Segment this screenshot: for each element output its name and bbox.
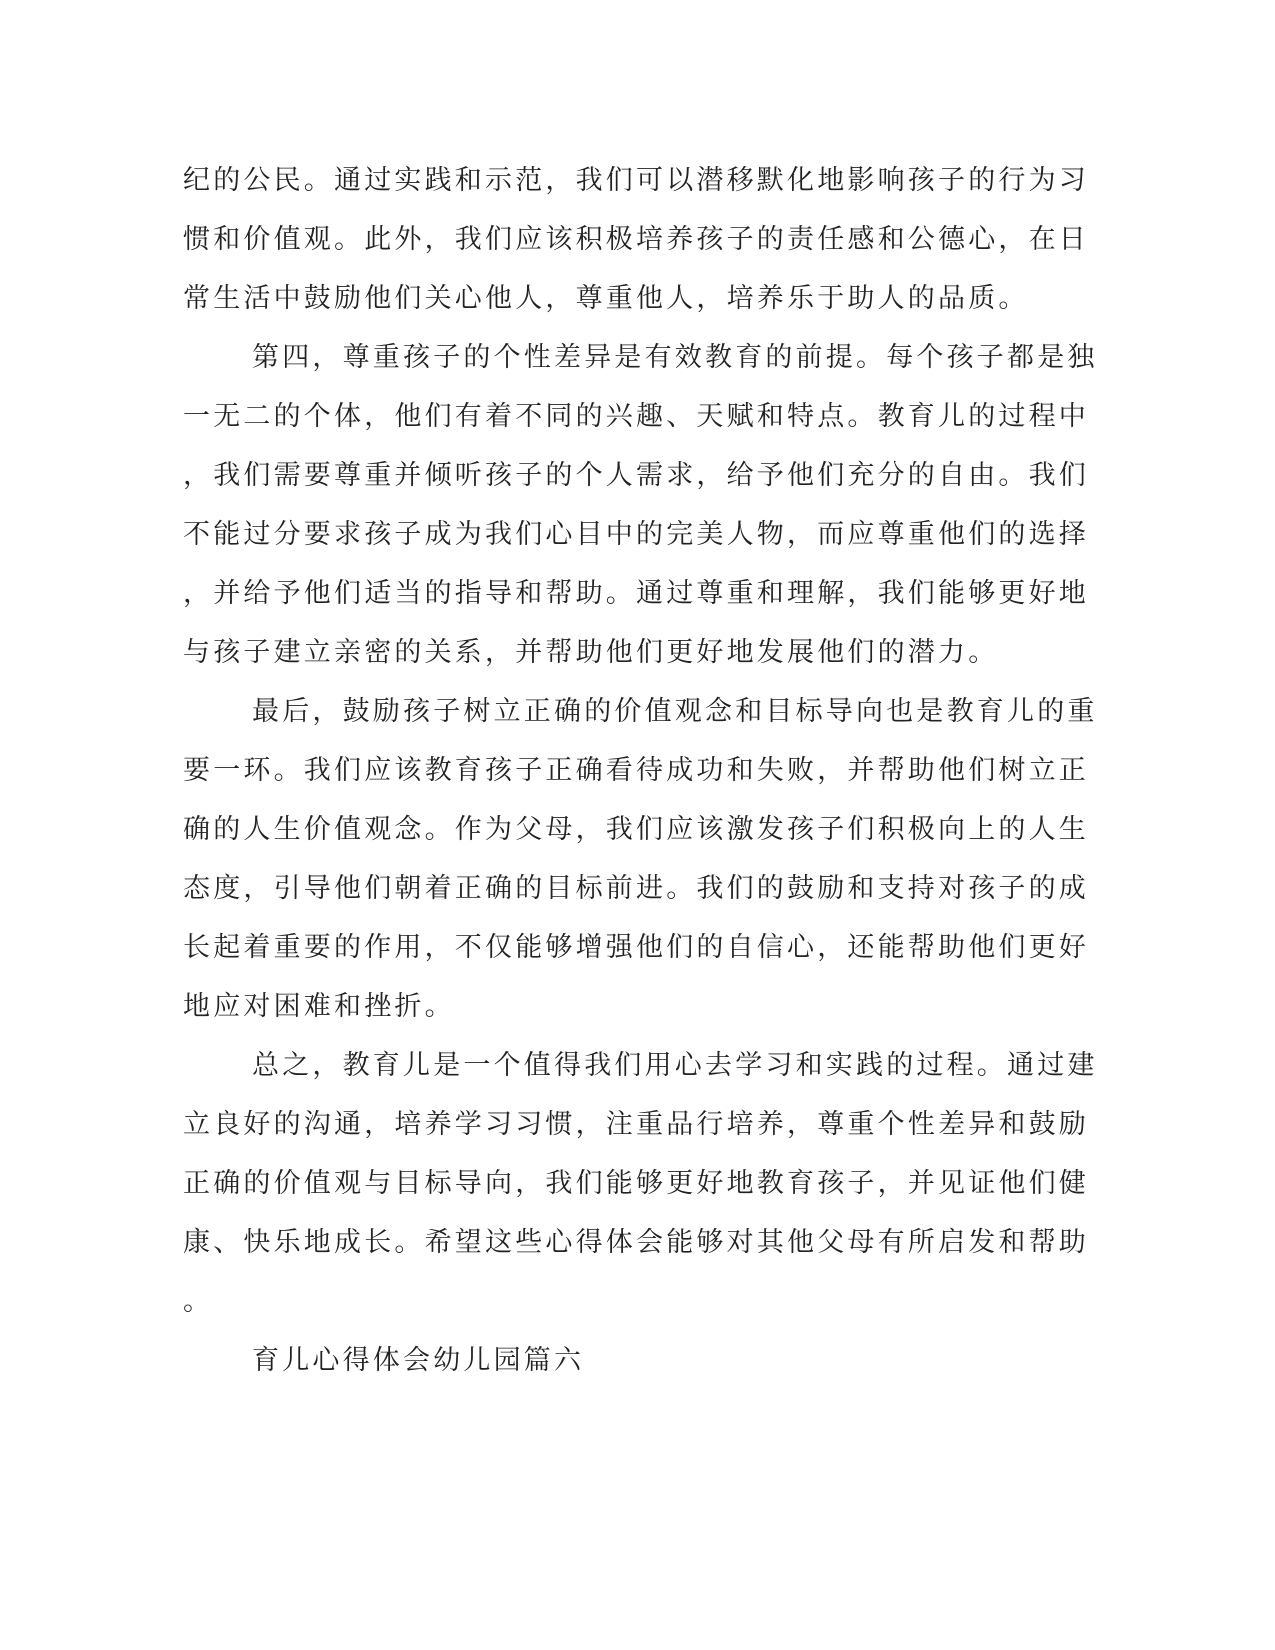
text-line: 态度，引导他们朝着正确的目标前进。我们的鼓励和支持对孩子的成 [183,873,1089,904]
text-line: 一无二的个体，他们有着不同的兴趣、天赋和特点。教育儿的过程中 [183,401,1089,432]
text-line: 立良好的沟通，培养学习习惯，注重品行培养，尊重个性差异和鼓励 [183,1109,1089,1140]
text-line: 惯和价值观。此外，我们应该积极培养孩子的责任感和公德心，在日 [183,224,1089,255]
text-line: 与孩子建立亲密的关系，并帮助他们更好地发展他们的潜力。 [183,637,999,668]
text-line: 确的人生价值观念。作为父母，我们应该激发孩子们积极向上的人生 [183,814,1089,845]
text-line: 常生活中鼓励他们关心他人，尊重他人，培养乐于助人的品质。 [183,283,1029,314]
text-line: 长起着重要的作用，不仅能够增强他们的自信心，还能帮助他们更好 [183,932,1089,963]
text-line: 纪的公民。通过实践和示范，我们可以潜移默化地影响孩子的行为习 [183,165,1089,196]
text-line: 正确的价值观与目标导向，我们能够更好地教育孩子，并见证他们健 [183,1168,1089,1199]
section-heading: 育儿心得体会幼儿园篇六 [252,1345,585,1376]
paragraph-first-line: 最后，鼓励孩子树立正确的价值观念和目标导向也是教育儿的重 [252,696,1098,727]
text-line: ，我们需要尊重并倾听孩子的个人需求，给予他们充分的自由。我们 [183,460,1089,491]
text-line: 地应对困难和挫折。 [183,991,455,1022]
paragraph-first-line: 总之，教育儿是一个值得我们用心去学习和实践的过程。通过建 [252,1050,1098,1081]
paragraph-first-line: 第四，尊重孩子的个性差异是有效教育的前提。每个孩子都是独 [252,342,1098,373]
text-line: ，并给予他们适当的指导和帮助。通过尊重和理解，我们能够更好地 [183,578,1089,609]
text-line: 康、快乐地成长。希望这些心得体会能够对其他父母有所启发和帮助 [183,1227,1089,1258]
text-line: 不能过分要求孩子成为我们心目中的完美人物，而应尊重他们的选择 [183,519,1089,550]
text-line: 。 [183,1286,214,1317]
text-line: 要一环。我们应该教育孩子正确看待成功和失败，并帮助他们树立正 [183,755,1089,786]
